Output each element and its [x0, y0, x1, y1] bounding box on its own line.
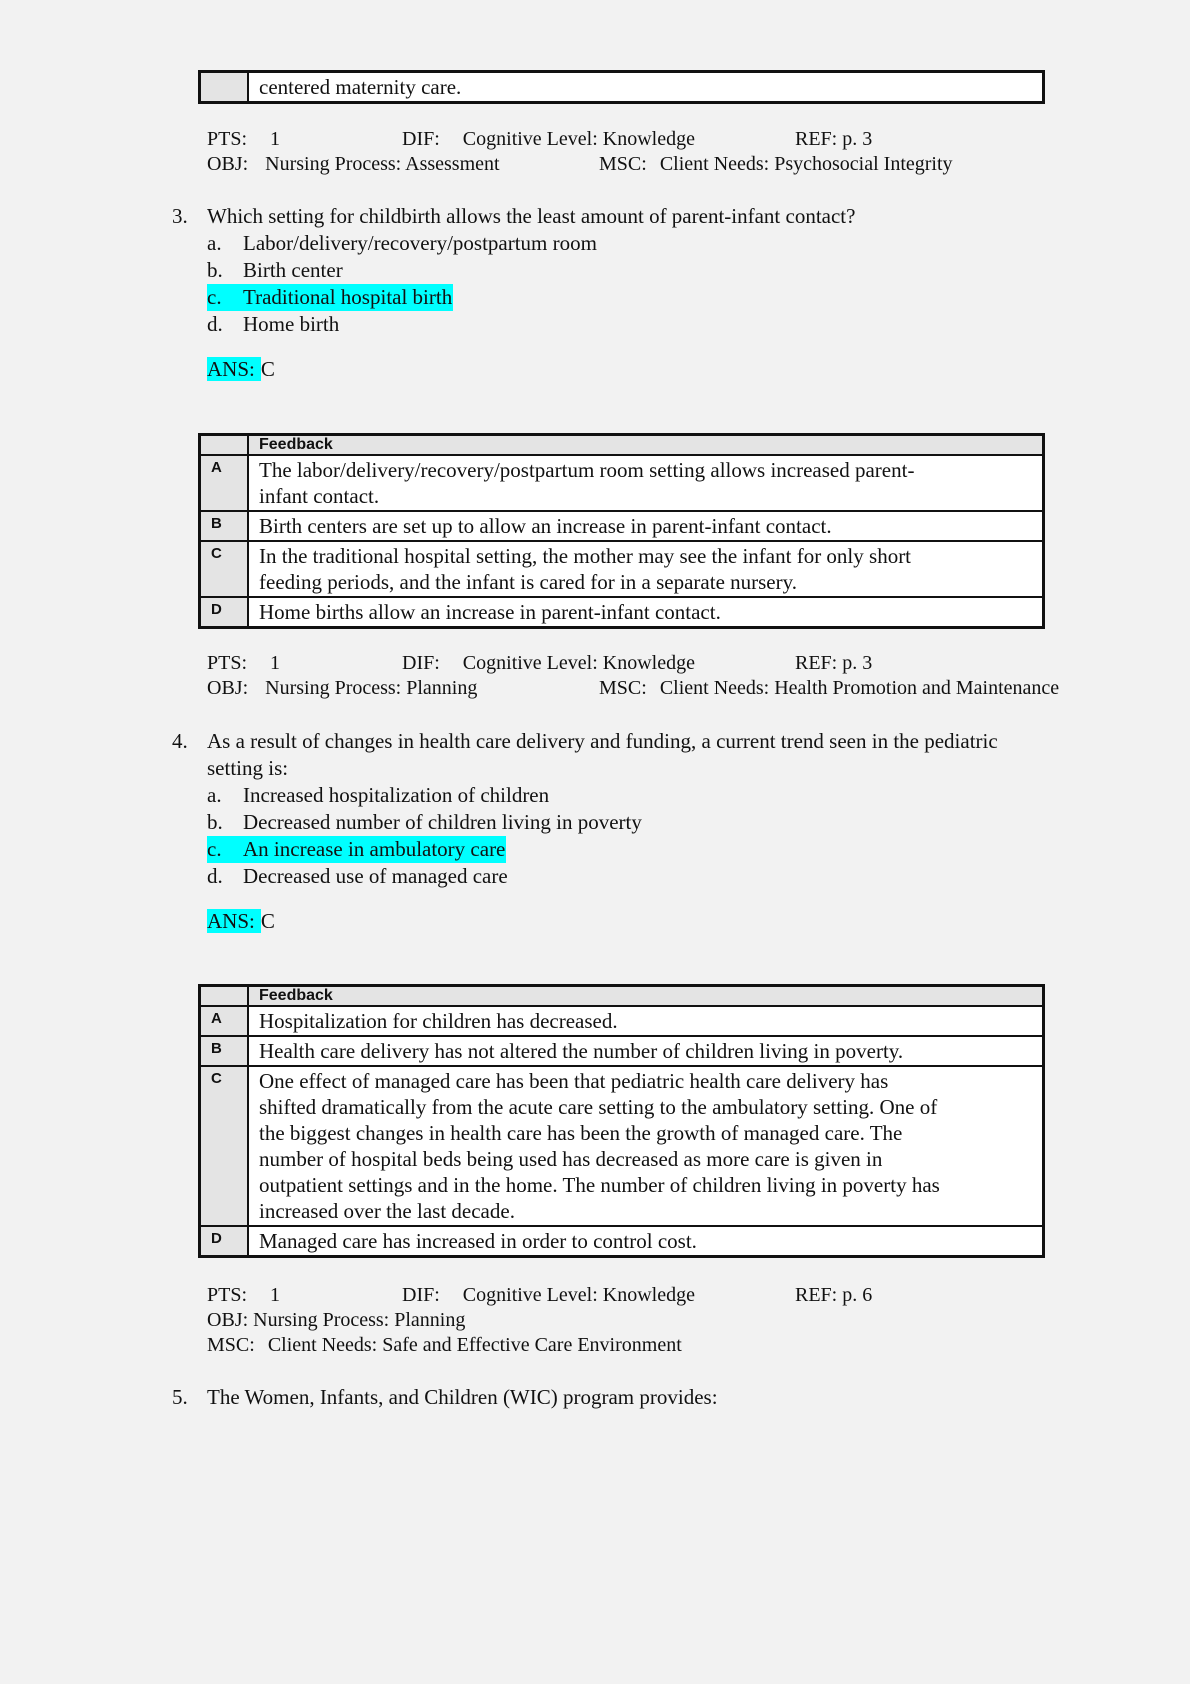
- obj-value: Nursing Process: Planning: [265, 677, 478, 699]
- pts-label: PTS:: [207, 1284, 248, 1306]
- feedback-header: Feedback: [259, 436, 333, 453]
- option-text: An increase in ambulatory care: [243, 837, 506, 861]
- msc-label: MSC:: [207, 1334, 255, 1356]
- feedback-header: Feedback: [259, 987, 333, 1004]
- q3-number: 3.: [172, 204, 188, 228]
- feedback-text: [249, 1037, 1042, 1065]
- feedback-letter: C: [201, 1067, 249, 1225]
- feedback-letter: B: [201, 1037, 249, 1065]
- option-text: Labor/delivery/recovery/postpartum room: [243, 231, 597, 255]
- feedback-line: Birth centers are set up to allow an increase in parent-infant contact.: [259, 514, 832, 538]
- pts-label: PTS:: [207, 128, 248, 150]
- option-text: Decreased number of children living in poverty: [243, 810, 642, 834]
- q3-feedback-table: [198, 433, 1045, 629]
- option-letter: a.: [207, 783, 222, 807]
- q3-meta-ref: REF: p. 3: [795, 652, 873, 674]
- q3-meta-obj: [207, 676, 477, 701]
- feedback-line: infant contact.: [259, 484, 380, 508]
- feedback-line: outpatient settings and in the home. The number of children living in poverty has: [259, 1173, 940, 1197]
- answer-label: ANS:: [207, 909, 261, 933]
- q3-answer: [207, 356, 275, 383]
- msc-label: MSC:: [599, 153, 647, 175]
- option-text: Birth center: [243, 258, 343, 282]
- feedback-row-a: [201, 1005, 1042, 1035]
- feedback-letter-cell: [201, 436, 249, 454]
- pts-value: 1: [270, 652, 281, 674]
- q2-meta-ref: REF: p. 3: [795, 128, 873, 150]
- option-letter: b.: [207, 258, 223, 282]
- msc-value: Client Needs: Safe and Effective Care Environment: [267, 1334, 682, 1356]
- feedback-row-b: [201, 510, 1042, 540]
- option-letter: b.: [207, 810, 223, 834]
- q3-option-b[interactable]: [207, 257, 343, 284]
- q4-option-a[interactable]: [207, 782, 549, 809]
- q5-number: 5.: [172, 1385, 188, 1409]
- option-text: Decreased use of managed care: [243, 864, 508, 888]
- feedback-line: Managed care has increased in order to control cost.: [259, 1229, 697, 1253]
- option-letter: c.: [207, 285, 222, 309]
- q3-meta-pts: [207, 651, 280, 676]
- feedback-letter: A: [201, 1007, 249, 1035]
- feedback-letter: A: [201, 456, 249, 510]
- msc-value: Client Needs: Psychosocial Integrity: [659, 153, 953, 175]
- feedback-line: The labor/delivery/recovery/postpartum room setting allows increased parent-: [259, 458, 915, 482]
- feedback-line: the biggest changes in health care has been the growth of managed care. The: [259, 1121, 903, 1145]
- q4-meta-ref: REF: p. 6: [795, 1284, 873, 1306]
- feedback-line: feeding periods, and the infant is cared for in a separate nursery.: [259, 570, 798, 594]
- feedback-text: [249, 598, 1042, 626]
- obj-label: OBJ:: [207, 153, 249, 175]
- q4-feedback-table: [198, 984, 1045, 1258]
- feedback-text: [249, 1067, 1042, 1225]
- answer-label: ANS:: [207, 357, 261, 381]
- feedback-row-b: [201, 1035, 1042, 1065]
- q3-option-d[interactable]: [207, 311, 339, 338]
- option-letter: a.: [207, 231, 222, 255]
- feedback-line: shifted dramatically from the acute care setting to the ambulatory setting. One of: [259, 1095, 938, 1119]
- pts-value: 1: [270, 1284, 281, 1306]
- q4-meta-pts: [207, 1283, 280, 1308]
- feedback-line: Health care delivery has not altered the number of children living in poverty.: [259, 1039, 904, 1063]
- feedback-header-row: [201, 436, 1042, 454]
- feedback-line: Hospitalization for children has decreased.: [259, 1009, 618, 1033]
- option-text: Home birth: [243, 312, 340, 336]
- option-text: Increased hospitalization of children: [243, 783, 550, 807]
- q2-meta-pts: [207, 127, 280, 152]
- q3-option-a[interactable]: [207, 230, 597, 257]
- dif-value: Cognitive Level: Knowledge: [462, 652, 695, 674]
- feedback-text: centered maternity care.: [259, 75, 462, 99]
- q5-stem: The Women, Infants, and Children (WIC) program provides:: [207, 1385, 718, 1409]
- answer-value: C: [260, 909, 275, 933]
- feedback-line: One effect of managed care has been that pediatric health care delivery has: [259, 1069, 889, 1093]
- feedback-row-c: [201, 540, 1042, 596]
- top-fragment-table: [198, 70, 1045, 104]
- feedback-letter: D: [201, 1227, 249, 1255]
- option-letter: d.: [207, 312, 223, 336]
- q4-stem-line-2: setting is:: [207, 756, 289, 780]
- q4-meta-obj: OBJ: Nursing Process: Planning: [207, 1309, 466, 1331]
- feedback-row-d: [201, 1225, 1042, 1255]
- pts-label: PTS:: [207, 652, 248, 674]
- feedback-row-d: [201, 596, 1042, 626]
- feedback-line: Home births allow an increase in parent-infant contact.: [259, 600, 721, 624]
- feedback-letter: C: [201, 542, 249, 596]
- feedback-header-row: [201, 987, 1042, 1005]
- q3-meta-msc: [599, 676, 1059, 701]
- q3-stem: Which setting for childbirth allows the least amount of parent-infant contact?: [207, 204, 856, 228]
- feedback-line: increased over the last decade.: [259, 1199, 515, 1223]
- option-letter: c.: [207, 837, 222, 861]
- pts-value: 1: [270, 128, 281, 150]
- q3-option-c-correct[interactable]: [207, 284, 453, 311]
- q2-meta-dif: [402, 127, 695, 152]
- feedback-text: [249, 542, 1042, 596]
- dif-label: DIF:: [402, 128, 440, 150]
- q4-stem-line-1: As a result of changes in health care delivery and funding, a current trend seen in the pediatric: [207, 729, 998, 753]
- obj-value: Nursing Process: Assessment: [265, 153, 500, 175]
- feedback-letter: D: [201, 598, 249, 626]
- q4-option-c-correct[interactable]: [207, 836, 506, 863]
- feedback-text: [249, 512, 1042, 540]
- msc-value: Client Needs: Health Promotion and Maintenance: [659, 677, 1060, 699]
- q4-number: 4.: [172, 729, 188, 753]
- feedback-letter: B: [201, 512, 249, 540]
- dif-value: Cognitive Level: Knowledge: [462, 128, 695, 150]
- feedback-text: [249, 1227, 1042, 1255]
- q3-meta-dif: [402, 651, 695, 676]
- q4-meta-msc: [207, 1333, 682, 1358]
- q4-answer: [207, 908, 275, 935]
- msc-label: MSC:: [599, 677, 647, 699]
- q2-meta-obj: [207, 152, 500, 177]
- dif-label: DIF:: [402, 652, 440, 674]
- feedback-row-a: [201, 454, 1042, 510]
- q4-meta-dif: [402, 1283, 695, 1308]
- obj-label: OBJ:: [207, 677, 249, 699]
- q4-option-b[interactable]: [207, 809, 642, 836]
- feedback-row-c: [201, 1065, 1042, 1225]
- feedback-text: [249, 1007, 1042, 1035]
- answer-value: C: [260, 357, 275, 381]
- feedback-letter-cell: [201, 987, 249, 1005]
- option-letter: d.: [207, 864, 223, 888]
- q2-meta-msc: [599, 152, 953, 177]
- dif-value: Cognitive Level: Knowledge: [462, 1284, 695, 1306]
- option-text: Traditional hospital birth: [243, 285, 453, 309]
- q4-option-d[interactable]: [207, 863, 508, 890]
- feedback-text: [249, 456, 1042, 510]
- feedback-line: In the traditional hospital setting, the mother may see the infant for only short: [259, 544, 912, 568]
- dif-label: DIF:: [402, 1284, 440, 1306]
- feedback-line: number of hospital beds being used has decreased as more care is given in: [259, 1147, 883, 1171]
- feedback-letter-cell: [201, 73, 249, 101]
